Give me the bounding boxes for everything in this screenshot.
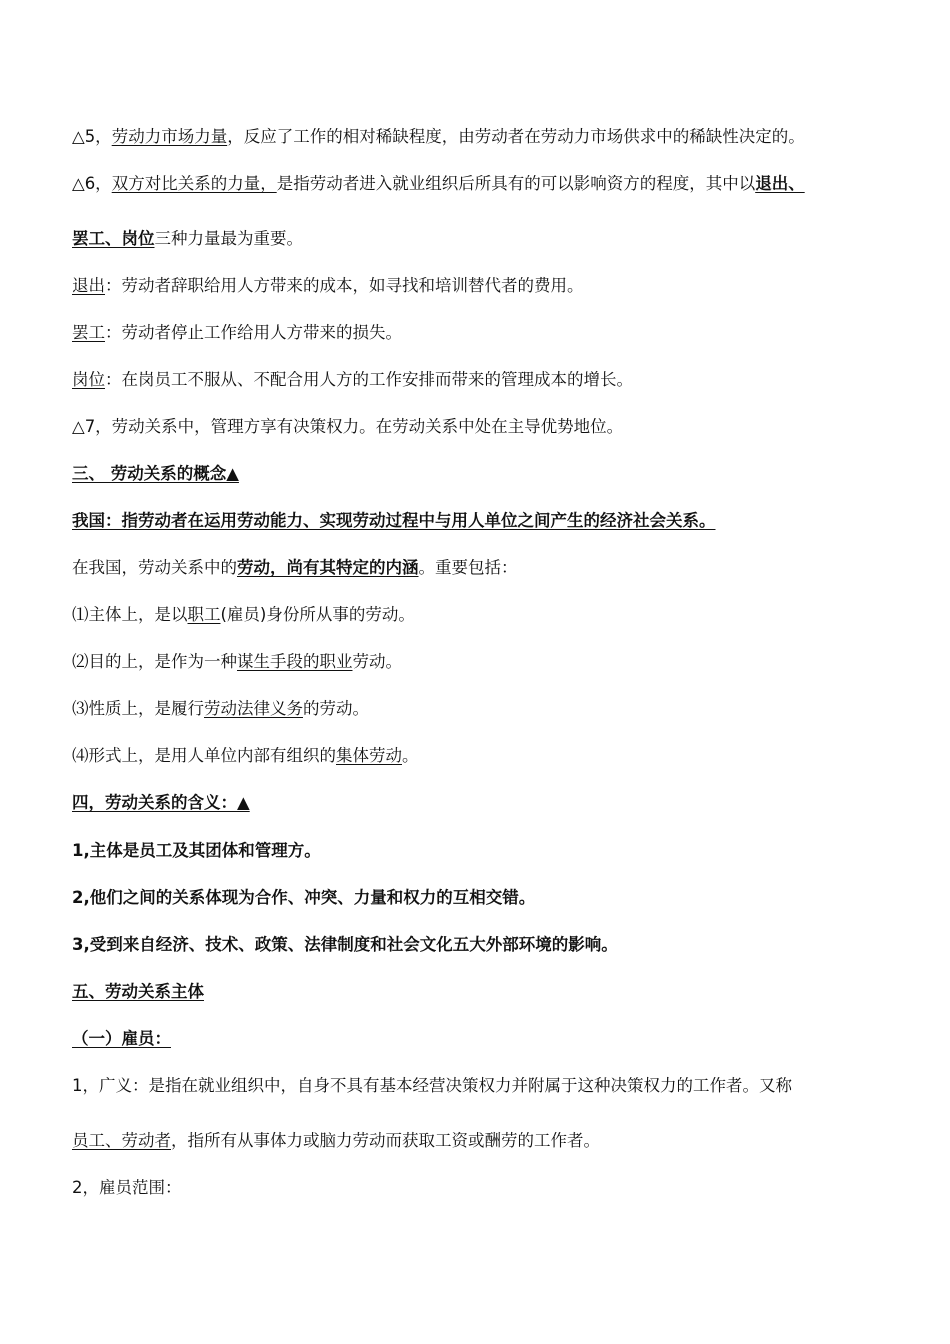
term-legal-duty: 劳动法律义务	[204, 699, 303, 718]
term-bilateral-force: 双方对比关系的力量，	[111, 174, 277, 193]
item-marker: △6，	[72, 174, 112, 193]
meaning-item-2	[72, 887, 535, 909]
heading-text: （一）雇员：	[72, 1029, 171, 1048]
list-text: 劳动。	[352, 652, 402, 671]
term-post-label: 岗位	[72, 370, 105, 389]
paragraph-also-called	[72, 1130, 600, 1152]
term-labor-market-force: 劳动力市场力量	[111, 127, 228, 146]
paragraph-text: 。重要包括：	[418, 558, 518, 577]
definition-exit	[72, 275, 584, 297]
term-strike-post: 罢工、岗位	[72, 229, 155, 248]
list-item-form	[72, 745, 419, 767]
term-exit-label: 退出	[72, 276, 105, 295]
paragraph-employee-scope	[72, 1177, 182, 1199]
paragraph-text: ，指所有从事体力或脑力劳动而获取工资或酬劳的工作者。	[171, 1131, 600, 1150]
paragraph-labor-market-force	[72, 126, 805, 148]
definition-text: ：劳动者辞职给用人方带来的成本，如寻找和培训替代者的费用。	[105, 276, 584, 295]
list-text: 。	[402, 746, 419, 765]
section-heading-4	[72, 792, 250, 814]
heading-text: 四，劳动关系的含义：▲	[72, 793, 250, 812]
list-item-purpose	[72, 651, 402, 673]
term-livelihood: 谋生手段的职业	[237, 652, 353, 671]
list-item-subject	[72, 604, 415, 626]
paragraph-text: 在我国，劳动关系中的	[72, 558, 237, 577]
meaning-item-1	[72, 840, 321, 862]
list-text: 2,他们之间的关系体现为合作、冲突、力量和权力的互相交错。	[72, 888, 536, 907]
paragraph-text: 2，雇员范围：	[72, 1178, 182, 1197]
definition-text: ：在岗员工不服从、不配合用人方的工作安排而带来的管理成本的增长。	[105, 370, 633, 389]
term-collective-labor: 集体劳动	[336, 746, 402, 765]
term-staff-workers: 员工、劳动者	[72, 1131, 171, 1150]
term-labor-connotation: 劳动，尚有其特定的内涵	[237, 558, 419, 577]
paragraph-text: 我国：指劳动者在运用劳动能力、实现劳动过程中与用人单位之间产生的经济社会关系。	[72, 511, 716, 530]
paragraph-bilateral-force	[72, 173, 805, 195]
paragraph-text: 三种力量最为重要。	[154, 229, 303, 248]
paragraph-text: △7，劳动关系中，管理方享有决策权力。在劳动关系中处在主导优势地位。	[72, 417, 624, 436]
section-heading-5	[72, 981, 204, 1003]
definition-strike	[72, 322, 402, 344]
list-text: 3,受到来自经济、技术、政策、法律制度和社会文化五大外部环境的影响。	[72, 935, 618, 954]
subsection-heading-employee	[72, 1028, 171, 1050]
heading-text: 五、劳动关系主体	[72, 982, 204, 1001]
list-text: 1,主体是员工及其团体和管理方。	[72, 841, 321, 860]
list-text: ⑴主体上，是以	[72, 605, 188, 624]
item-marker: △5，	[72, 127, 112, 146]
term-strike-label: 罢工	[72, 323, 105, 342]
definition-text: ：劳动者停止工作给用人方带来的损失。	[105, 323, 402, 342]
list-item-nature	[72, 698, 369, 720]
heading-text: 三、 劳动关系的概念▲	[72, 464, 239, 483]
list-text: 的劳动。	[303, 699, 369, 718]
definition-post	[72, 369, 633, 391]
term-employee: 职工	[187, 605, 221, 624]
paragraph-text: 是指劳动者进入就业组织后所具有的可以影响资方的程度，其中以	[276, 174, 756, 193]
list-text: ⑶性质上，是履行	[72, 699, 204, 718]
paragraph-text: 1，广义：是指在就业组织中，自身不具有基本经营决策权力并附属于这种决策权力的工作者。又称	[72, 1076, 792, 1095]
paragraph-management-power	[72, 416, 623, 438]
list-text: (雇员)身份所从事的劳动。	[220, 605, 415, 624]
paragraph-china-definition	[72, 510, 716, 532]
list-text: ⑷形式上，是用人单位内部有组织的	[72, 746, 336, 765]
paragraph-labor-connotation	[72, 557, 518, 579]
list-text: ⑵目的上，是作为一种	[72, 652, 237, 671]
paragraph-text: ，反应了工作的相对稀缺程度，由劳动者在劳动力市场供求中的稀缺性决定的。	[227, 127, 805, 146]
section-heading-3	[72, 463, 239, 485]
paragraph-three-forces	[72, 228, 303, 250]
meaning-item-3	[72, 934, 618, 956]
paragraph-broad-definition	[72, 1075, 792, 1097]
term-exit: 退出、	[755, 174, 805, 193]
